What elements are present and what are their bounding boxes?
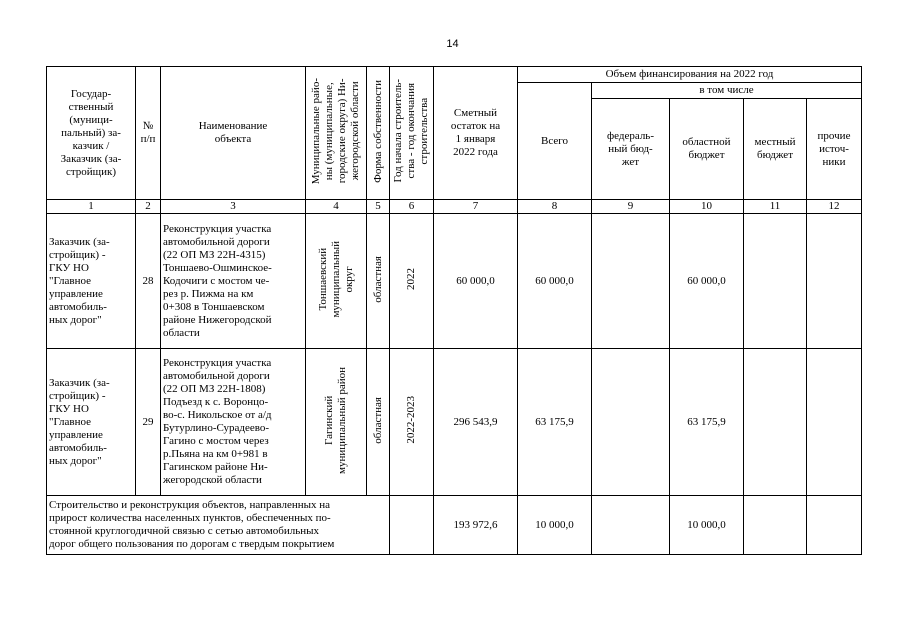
header-federal: федераль- ный бюд- жет — [592, 99, 670, 200]
header-regional: областной бюджет — [670, 99, 744, 200]
header-including: в том числе — [592, 83, 862, 99]
column-number: 4 — [306, 200, 367, 214]
table-row — [47, 349, 862, 496]
row-ownership: областная — [371, 255, 384, 303]
row-total: 63 175,9 — [518, 349, 592, 496]
row-customer: Заказчик (за- стройщик) - ГКУ НО "Главное управление автомобиль- ных дорог" — [47, 349, 136, 496]
row-federal — [592, 214, 670, 349]
row-num: 29 — [136, 349, 161, 496]
row-regional: 63 175,9 — [670, 349, 744, 496]
row-years: 2022 — [405, 268, 417, 290]
header-ownership: Форма собственности — [371, 79, 384, 183]
page-number: 14 — [446, 38, 459, 50]
financing-table — [46, 66, 862, 555]
summary-label: Строительство и реконструкция объектов, направленных на прирост количества населенных пунктов, обеспеченных по- стоянной круглогодичной связью с сетью автомобильных дорог общего пользования по дорогам с твердым покрытием — [47, 496, 390, 555]
header-num: № п/п — [136, 67, 161, 200]
row-object: Реконструкция участка автомобильной дороги (22 ОП МЗ 22Н-4315) Тоншаево-Ошминское- Кодочиги с мостом че- рез р. Пижма на км 0+308 в Тоншаевском районе Нижегородской области — [161, 214, 306, 349]
header-districts: Муниципальные райо- ны (муниципальные, городские округа) Ни- жегородской области — [310, 77, 361, 185]
row-object: Реконструкция участка автомобильной дороги (22 ОП МЗ 22Н-1808) Подъезд к с. Воронцо- во-с. Никольское от а/д Бутурлино-Сурадеево- Гагино с мостом через р.Пьяна на км 0+981 в Гагинском районе Ни- жегородской области — [161, 349, 306, 496]
header-object-name: Наименование объекта — [161, 67, 306, 200]
column-number: 2 — [136, 200, 161, 214]
column-number: 12 — [807, 200, 862, 214]
header-financing: Объем финансирования на 2022 год — [518, 67, 862, 83]
row-federal — [592, 349, 670, 496]
row-district: Тоншаевский муниципальный округ — [316, 240, 355, 318]
header-local: местный бюджет — [744, 99, 807, 200]
row-customer: Заказчик (за- стройщик) - ГКУ НО "Главное управление автомобиль- ных дорог" — [47, 214, 136, 349]
column-number: 1 — [47, 200, 136, 214]
header-customer: Государ- ственный (муници- пальный) за- казчик / Заказчик (за- стройщик) — [47, 67, 136, 200]
row-estimate: 60 000,0 — [434, 214, 518, 349]
row-num: 28 — [136, 214, 161, 349]
column-number: 11 — [744, 200, 807, 214]
column-number: 8 — [518, 200, 592, 214]
row-total: 60 000,0 — [518, 214, 592, 349]
column-number: 6 — [390, 200, 434, 214]
row-estimate: 296 543,9 — [434, 349, 518, 496]
summary-federal — [592, 496, 670, 555]
row-other — [807, 349, 862, 496]
column-number: 10 — [670, 200, 744, 214]
row-regional: 60 000,0 — [670, 214, 744, 349]
table-row — [47, 214, 862, 349]
row-ownership: областная — [371, 396, 384, 444]
column-number: 9 — [592, 200, 670, 214]
summary-other — [807, 496, 862, 555]
header-years: Год начала строитель- ства - год окончания строительства — [392, 79, 430, 183]
header-total: Всего — [518, 83, 592, 200]
summary-total: 10 000,0 — [518, 496, 592, 555]
summary-estimate: 193 972,6 — [434, 496, 518, 555]
row-local — [744, 214, 807, 349]
summary-local — [744, 496, 807, 555]
row-other — [807, 214, 862, 349]
header-estimate: Сметный остаток на 1 января 2022 года — [434, 67, 518, 200]
summary-regional: 10 000,0 — [670, 496, 744, 555]
row-years: 2022-2023 — [405, 396, 417, 444]
column-number: 7 — [434, 200, 518, 214]
column-number: 3 — [161, 200, 306, 214]
header-other: прочие источ- ники — [807, 99, 862, 200]
summary-row — [47, 496, 862, 555]
row-district: Гагинский муниципальный район — [323, 366, 348, 474]
column-number: 5 — [367, 200, 390, 214]
row-local — [744, 349, 807, 496]
